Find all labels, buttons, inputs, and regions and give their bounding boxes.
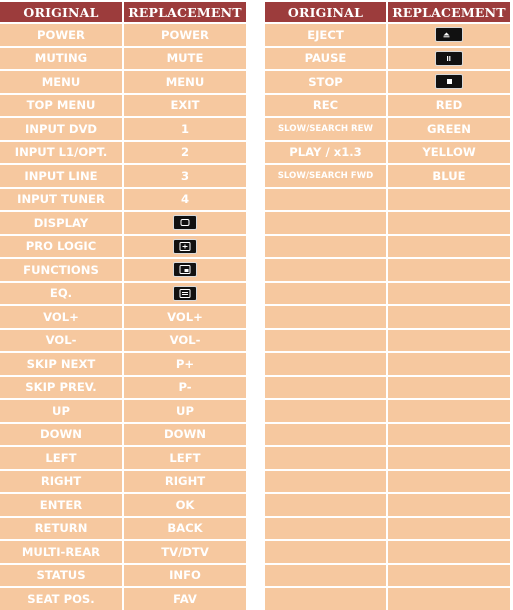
display-button-icon: [173, 215, 197, 230]
left-replacement-cell: POWER: [124, 22, 248, 46]
left-replacement-cell: [124, 257, 248, 281]
right-table-row: [265, 469, 512, 493]
left-original-cell: MULTI-REAR: [0, 539, 124, 563]
right-original-cell: [265, 469, 388, 493]
picture-in-picture-icon: [173, 262, 197, 277]
right-table-header-row: [265, 2, 512, 22]
right-original-cell: [265, 234, 388, 258]
right-replacement-cell: [388, 187, 512, 211]
right-table-row: [265, 586, 512, 610]
right-original-cell: [265, 398, 388, 422]
right-original-cell: [265, 304, 388, 328]
left-table-row: [0, 375, 248, 399]
left-original-cell: INPUT L1/OPT.: [0, 140, 124, 164]
left-original-cell: FUNCTIONS: [0, 257, 124, 281]
left-original-cell: EQ.: [0, 281, 124, 305]
left-original-cell: INPUT LINE: [0, 163, 124, 187]
left-replacement-cell: FAV: [124, 586, 248, 610]
left-table-row: [0, 234, 248, 258]
right-replacement-cell: [388, 492, 512, 516]
left-original-cell: LEFT: [0, 445, 124, 469]
left-replacement-cell: P-: [124, 375, 248, 399]
eject-icon: [435, 27, 463, 42]
right-original-cell: [265, 210, 388, 234]
right-replacement-cell: [388, 22, 512, 46]
right-original-cell: EJECT: [265, 22, 388, 46]
left-table-row: [0, 563, 248, 587]
left-table-row: [0, 304, 248, 328]
right-replacement-cell: [388, 328, 512, 352]
left-table-row: [0, 328, 248, 352]
left-table-row: [0, 492, 248, 516]
left-replacement-cell: OK: [124, 492, 248, 516]
left-replacement-cell: VOL+: [124, 304, 248, 328]
left-table-row: [0, 22, 248, 46]
left-replacement-cell: 4: [124, 187, 248, 211]
left-replacement-cell: LEFT: [124, 445, 248, 469]
right-table-row: [265, 351, 512, 375]
right-table-row: [265, 328, 512, 352]
right-original-cell: [265, 281, 388, 305]
left-original-cell: UP: [0, 398, 124, 422]
right-mapping-table: [265, 2, 512, 610]
left-table-row: [0, 116, 248, 140]
right-header-replacement: REPLACEMENT: [388, 2, 512, 22]
left-original-cell: POWER: [0, 22, 124, 46]
left-table-row: [0, 163, 248, 187]
right-table-row: [265, 563, 512, 587]
right-replacement-cell: [388, 539, 512, 563]
right-original-cell: SLOW/SEARCH REW: [265, 116, 388, 140]
left-replacement-cell: RIGHT: [124, 469, 248, 493]
left-replacement-cell: VOL-: [124, 328, 248, 352]
left-original-cell: PRO LOGIC: [0, 234, 124, 258]
left-replacement-cell: 3: [124, 163, 248, 187]
left-replacement-cell: 2: [124, 140, 248, 164]
left-replacement-cell: P+: [124, 351, 248, 375]
right-original-cell: SLOW/SEARCH FWD: [265, 163, 388, 187]
left-table-row: [0, 422, 248, 446]
right-replacement-cell: YELLOW: [388, 140, 512, 164]
left-replacement-cell: 1: [124, 116, 248, 140]
right-original-cell: [265, 187, 388, 211]
text-teletext-icon: [173, 239, 197, 254]
left-original-cell: INPUT TUNER: [0, 187, 124, 211]
right-replacement-cell: [388, 69, 512, 93]
left-original-cell: MENU: [0, 69, 124, 93]
left-original-cell: INPUT DVD: [0, 116, 124, 140]
right-replacement-cell: [388, 398, 512, 422]
left-header-replacement: REPLACEMENT: [124, 2, 248, 22]
left-original-cell: RETURN: [0, 516, 124, 540]
left-original-cell: RIGHT: [0, 469, 124, 493]
left-table-row: [0, 539, 248, 563]
stop-icon: [435, 74, 463, 89]
left-replacement-cell: [124, 234, 248, 258]
left-table-row: [0, 281, 248, 305]
right-original-cell: [265, 375, 388, 399]
left-replacement-cell: MUTE: [124, 46, 248, 70]
right-table-row: [265, 187, 512, 211]
right-original-cell: [265, 492, 388, 516]
right-original-cell: [265, 563, 388, 587]
right-table-row: [265, 539, 512, 563]
right-original-cell: PAUSE: [265, 46, 388, 70]
left-table-row: [0, 257, 248, 281]
right-table-row: [265, 210, 512, 234]
right-original-cell: [265, 445, 388, 469]
right-replacement-cell: [388, 586, 512, 610]
right-table-row: [265, 304, 512, 328]
right-table-row: [265, 22, 512, 46]
right-replacement-cell: [388, 281, 512, 305]
left-replacement-cell: DOWN: [124, 422, 248, 446]
left-table-row: [0, 140, 248, 164]
left-header-original: ORIGINAL: [0, 2, 124, 22]
right-table-row: [265, 281, 512, 305]
right-table-row: [265, 93, 512, 117]
left-original-cell: MUTING: [0, 46, 124, 70]
right-replacement-cell: [388, 210, 512, 234]
left-original-cell: STATUS: [0, 563, 124, 587]
left-table-row: [0, 46, 248, 70]
subtitle-icon: [173, 286, 197, 301]
left-original-cell: SKIP NEXT: [0, 351, 124, 375]
left-replacement-cell: [124, 281, 248, 305]
left-original-cell: ENTER: [0, 492, 124, 516]
right-original-cell: [265, 516, 388, 540]
right-original-cell: [265, 257, 388, 281]
right-table-row: [265, 69, 512, 93]
right-original-cell: REC: [265, 93, 388, 117]
right-table-row: [265, 398, 512, 422]
right-replacement-cell: [388, 257, 512, 281]
right-replacement-cell: [388, 304, 512, 328]
right-original-cell: [265, 351, 388, 375]
left-replacement-cell: [124, 210, 248, 234]
left-table-row: [0, 445, 248, 469]
right-replacement-cell: [388, 422, 512, 446]
right-replacement-cell: BLUE: [388, 163, 512, 187]
right-replacement-cell: [388, 469, 512, 493]
right-original-cell: [265, 422, 388, 446]
left-original-cell: SEAT POS.: [0, 586, 124, 610]
left-mapping-table: [0, 2, 248, 610]
right-replacement-cell: GREEN: [388, 116, 512, 140]
left-table-header-row: [0, 2, 248, 22]
right-table-row: [265, 492, 512, 516]
right-table-row: [265, 445, 512, 469]
right-table-row: [265, 140, 512, 164]
right-table-row: [265, 516, 512, 540]
right-table-row: [265, 163, 512, 187]
left-original-cell: VOL-: [0, 328, 124, 352]
left-table-row: [0, 516, 248, 540]
left-original-cell: DISPLAY: [0, 210, 124, 234]
right-original-cell: [265, 328, 388, 352]
right-original-cell: [265, 539, 388, 563]
right-original-cell: PLAY / x1.3: [265, 140, 388, 164]
right-table-row: [265, 257, 512, 281]
left-replacement-cell: INFO: [124, 563, 248, 587]
right-replacement-cell: [388, 516, 512, 540]
left-table-row: [0, 187, 248, 211]
left-original-cell: SKIP PREV.: [0, 375, 124, 399]
left-original-cell: VOL+: [0, 304, 124, 328]
right-replacement-cell: [388, 563, 512, 587]
left-table-row: [0, 469, 248, 493]
left-table-row: [0, 210, 248, 234]
left-table-row: [0, 398, 248, 422]
right-replacement-cell: [388, 445, 512, 469]
right-replacement-cell: [388, 46, 512, 70]
right-table-row: [265, 116, 512, 140]
right-table-row: [265, 422, 512, 446]
pause-icon: [435, 51, 463, 66]
right-header-original: ORIGINAL: [265, 2, 388, 22]
right-original-cell: [265, 586, 388, 610]
right-replacement-cell: [388, 351, 512, 375]
left-original-cell: TOP MENU: [0, 93, 124, 117]
right-table-row: [265, 234, 512, 258]
left-table-row: [0, 351, 248, 375]
right-original-cell: STOP: [265, 69, 388, 93]
right-replacement-cell: RED: [388, 93, 512, 117]
left-replacement-cell: EXIT: [124, 93, 248, 117]
right-replacement-cell: [388, 234, 512, 258]
left-table-row: [0, 93, 248, 117]
left-table-row: [0, 586, 248, 610]
left-original-cell: DOWN: [0, 422, 124, 446]
right-replacement-cell: [388, 375, 512, 399]
right-table-row: [265, 375, 512, 399]
right-table-row: [265, 46, 512, 70]
left-replacement-cell: BACK: [124, 516, 248, 540]
left-replacement-cell: TV/DTV: [124, 539, 248, 563]
left-replacement-cell: UP: [124, 398, 248, 422]
left-table-row: [0, 69, 248, 93]
left-replacement-cell: MENU: [124, 69, 248, 93]
